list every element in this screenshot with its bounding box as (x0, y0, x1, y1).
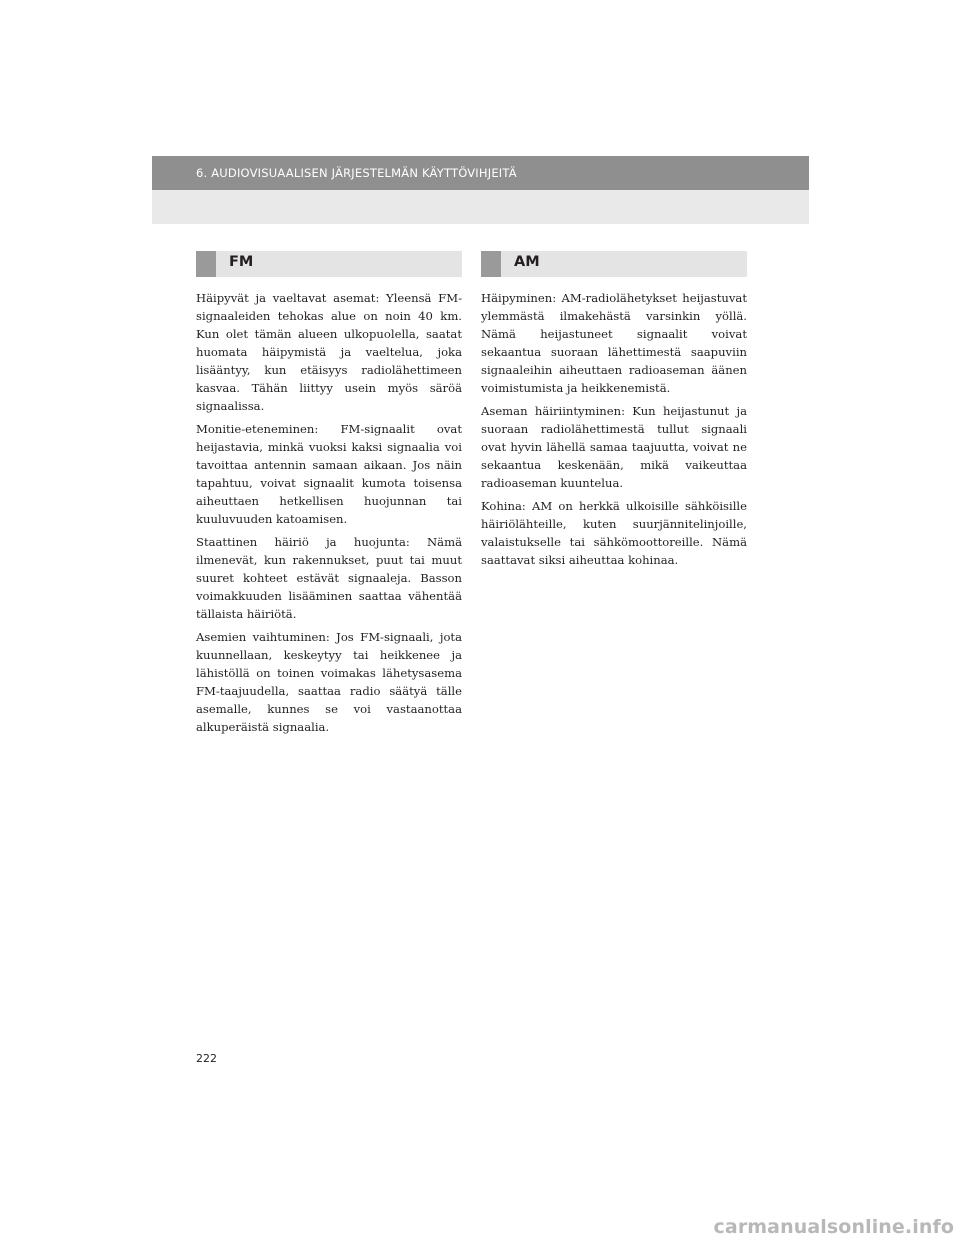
section-fm (196, 251, 462, 741)
section-am (481, 251, 747, 574)
section-title-fm: FM (229, 254, 254, 270)
paragraph-station-swapping: Asemien vaihtuminen: Jos FM-signaali, jota kuunnellaan, keskeytyy tai heikkenee ja lähistöllä on toinen voimakas lähetysasema FM-taajuudella, saattaa radio säätyä tälle asemalle, kunnes se voi vastaanottaa alkuperäistä signaalia. (196, 630, 462, 734)
section-title-am: AM (514, 254, 540, 270)
paragraph-fading-am: Häipyminen: AM-radiolähetykset heijastuvat ylemmästä ilmakehästä varsinkin yöllä. Nämä heijastuneet signaalit voivat sekaantua suoraan lähettimestä saapuviin signaaleihin aiheuttaen radioaseman äänen voimistumista ja heikkenemistä. (481, 291, 747, 395)
section-marker (481, 251, 501, 277)
paragraph-fading: Häipyvät ja vaeltavat asemat: Yleensä FM-signaaleiden tehokas alue on noin 40 km. Kun olet tämän alueen ulkopuolella, saatat huomata häipymistä ja vaeltelua, joka lisääntyy, kun etäisyys radiolähettimeen kasvaa. Tähän liittyy usein myös säröä signaalissa. (196, 291, 462, 413)
paragraph-multipath: Monitie-eteneminen: FM-signaalit ovat heijastavia, minkä vuoksi kaksi signaalia voi tavoittaa antennin samaan aikaan. Jos näin tapahtuu, voivat signaalit kumota toisensa aiheuttaen hetkellisen huojunnan tai kuuluvuuden katoamisen. (196, 422, 462, 526)
section-heading-fm (196, 251, 462, 277)
paragraph-station-interference: Aseman häiriintyminen: Kun heijastunut ja suoraan radiolähettimestä tullut signaali ovat hyvin lähellä samaa taajuutta, voivat ne sekaantua keskenään, mikä vaikeuttaa radioaseman kuuntelua. (481, 404, 747, 490)
page-number: 222 (196, 1052, 217, 1065)
chapter-title: 6. AUDIOVISUAALISEN JÄRJESTELMÄN KÄYTTÖVIHJEITÄ (196, 166, 517, 180)
section-marker (196, 251, 216, 277)
paragraph-static-flutter: Staattinen häiriö ja huojunta: Nämä ilmenevät, kun rakennukset, puut tai muut suuret kohteet estävät signaaleja. Basson voimakkuuden lisääminen saattaa vähentää tällaista häiriötä. (196, 535, 462, 621)
section-heading-am (481, 251, 747, 277)
paragraph-noise: Kohina: AM on herkkä ulkoisille sähköisille häiriölähteille, kuten suurjännitelinjoille, valaistukselle tai sähkömoottoreille. Nämä saattavat siksi aiheuttaa kohinaa. (481, 499, 747, 567)
chapter-header-subband (152, 190, 809, 224)
watermark: carmanualsonline.info (713, 1216, 954, 1238)
